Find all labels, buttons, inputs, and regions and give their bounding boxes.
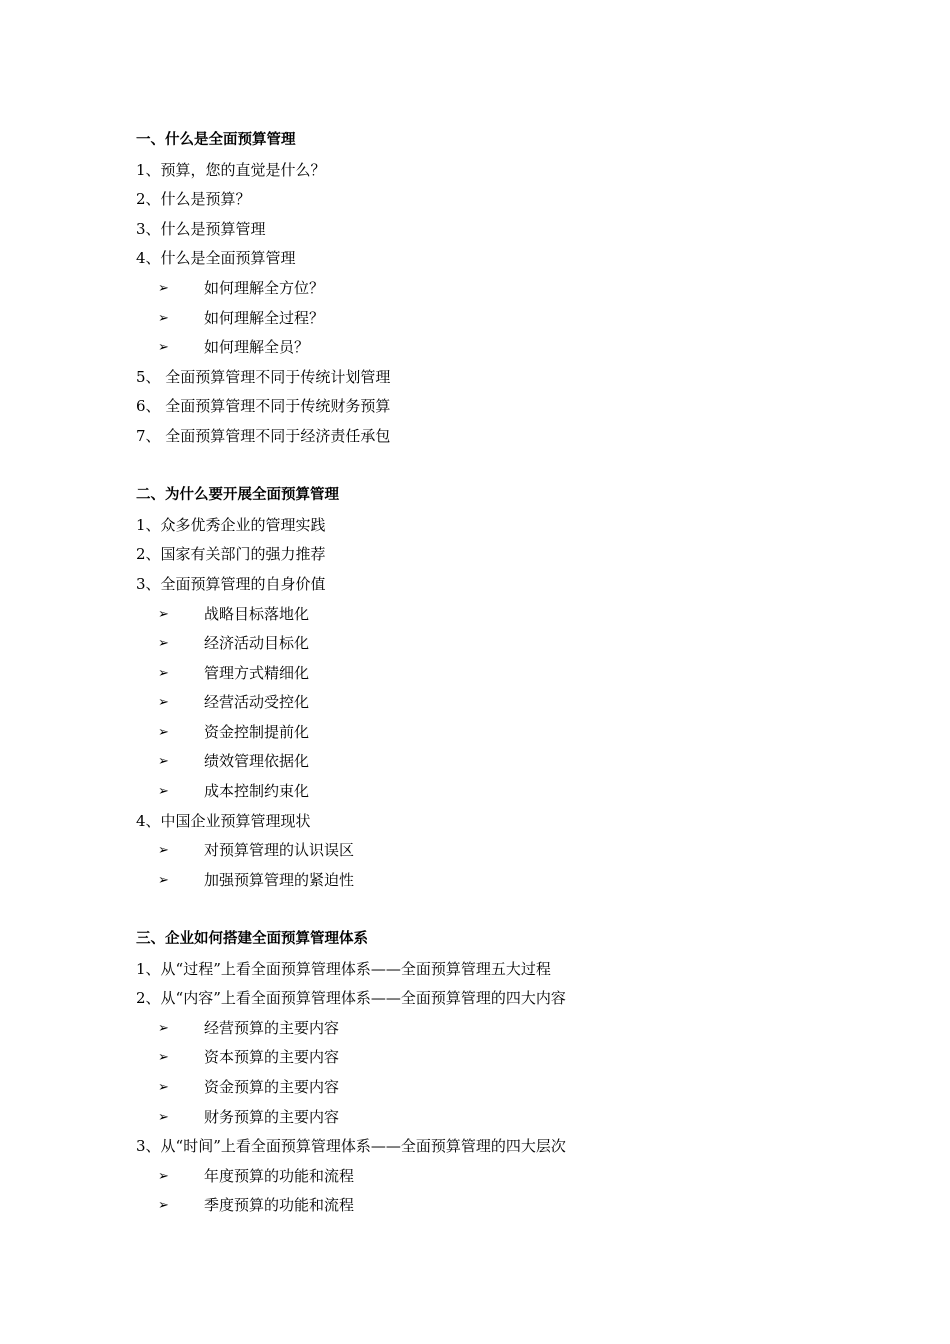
sub-bullet-item	[136, 718, 856, 748]
sub-bullet-item	[136, 1191, 856, 1221]
outline-item: 4、什么是全面预算管理	[136, 249, 296, 268]
outline-item: 1、从“过程”上看全面预算管理体系——全面预算管理五大过程	[136, 959, 551, 978]
sub-bullet-label: 如何理解全方位？	[204, 278, 325, 297]
outline-item: 3、什么是预算管理	[136, 219, 266, 238]
sub-bullet-item	[136, 274, 856, 304]
sub-bullet-label: 如何理解全过程？	[204, 308, 325, 327]
outline-item: 5、 全面预算管理不同于传统计划管理	[136, 367, 391, 386]
arrow-bullet-icon: ➢	[158, 1168, 169, 1184]
sub-bullet-item	[136, 836, 856, 866]
sub-bullet-label: 经济活动目标化	[204, 634, 310, 653]
sub-bullet-item	[136, 777, 856, 807]
sub-bullet-item	[136, 1103, 856, 1133]
arrow-bullet-icon: ➢	[158, 872, 169, 888]
section-heading: 三、企业如何搭建全面预算管理体系	[136, 931, 368, 948]
arrow-bullet-icon: ➢	[158, 1080, 169, 1095]
arrow-bullet-icon: ➢	[158, 636, 169, 652]
sub-bullet-label: 资本预算的主要内容	[204, 1048, 340, 1067]
sub-bullet-item	[136, 333, 856, 363]
sub-bullet-item	[136, 629, 856, 659]
sub-bullet-label: 战略目标落地化	[204, 604, 310, 623]
section-heading: 二、为什么要开展全面预算管理	[136, 487, 339, 504]
sub-bullet-label: 如何理解全员？	[204, 338, 310, 357]
arrow-bullet-icon: ➢	[158, 754, 169, 770]
sub-bullet-label: 经营活动受控化	[204, 693, 310, 712]
section-gap	[136, 895, 856, 925]
sub-bullet-label: 资金预算的主要内容	[204, 1078, 340, 1096]
arrow-bullet-icon: ➢	[158, 665, 169, 681]
outline-item: 6、 全面预算管理不同于传统财务预算	[136, 397, 391, 416]
outline-item: 2、什么是预算？	[136, 190, 251, 209]
outline-item: 3、从“时间”上看全面预算管理体系——全面预算管理的四大层次	[136, 1137, 566, 1156]
section-gap	[136, 452, 856, 482]
sub-bullet-item	[136, 600, 856, 630]
arrow-bullet-icon: ➢	[158, 340, 169, 356]
section-heading: 一、什么是全面预算管理	[136, 132, 296, 148]
sub-bullet-item	[136, 1162, 856, 1192]
sub-bullet-label: 财务预算的主要内容	[204, 1107, 340, 1126]
sub-bullet-label: 对预算管理的认识误区	[204, 841, 355, 860]
arrow-bullet-icon: ➢	[158, 724, 169, 740]
arrow-bullet-icon: ➢	[158, 606, 169, 622]
outline-item: 1、预算，您的直觉是什么？	[136, 160, 326, 179]
sub-bullet-item	[136, 659, 856, 689]
sub-bullet-label: 季度预算的功能和流程	[204, 1196, 355, 1215]
sub-bullet-label: 资金控制提前化	[204, 722, 310, 741]
sub-bullet-item	[136, 747, 856, 777]
sub-bullet-label: 加强预算管理的紧迫性	[204, 870, 355, 889]
outline-item: 2、从“内容”上看全面预算管理体系——全面预算管理的四大内容	[136, 989, 566, 1008]
arrow-bullet-icon: ➢	[158, 1109, 169, 1125]
outline-item: 4、中国企业预算管理现状	[136, 811, 311, 830]
outline-item: 1、众多优秀企业的管理实践	[136, 515, 326, 534]
arrow-bullet-icon: ➢	[158, 1050, 169, 1066]
sub-bullet-item	[136, 304, 856, 334]
sub-bullet-item	[136, 1073, 856, 1103]
arrow-bullet-icon: ➢	[158, 1198, 169, 1214]
sub-bullet-label: 成本控制约束化	[204, 782, 310, 801]
arrow-bullet-icon: ➢	[158, 280, 169, 296]
sub-bullet-item	[136, 1043, 856, 1073]
sub-bullet-label: 年度预算的功能和流程	[204, 1166, 355, 1185]
outline-item: 7、 全面预算管理不同于经济责任承包	[136, 426, 391, 445]
sub-bullet-item	[136, 1014, 856, 1044]
arrow-bullet-icon: ➢	[158, 1020, 169, 1036]
sub-bullet-label: 经营预算的主要内容	[204, 1018, 340, 1037]
outline-item: 2、国家有关部门的强力推荐	[136, 545, 326, 564]
arrow-bullet-icon: ➢	[158, 310, 169, 326]
outline-item: 3、全面预算管理的自身价值	[136, 574, 326, 593]
sub-bullet-label: 绩效管理依据化	[204, 752, 310, 771]
arrow-bullet-icon: ➢	[158, 843, 169, 859]
sub-bullet-label: 管理方式精细化	[204, 663, 310, 682]
sub-bullet-item	[136, 688, 856, 718]
sub-bullet-item	[136, 866, 856, 896]
arrow-bullet-icon: ➢	[158, 784, 169, 800]
arrow-bullet-icon: ➢	[158, 695, 169, 711]
document-body	[136, 126, 856, 1221]
